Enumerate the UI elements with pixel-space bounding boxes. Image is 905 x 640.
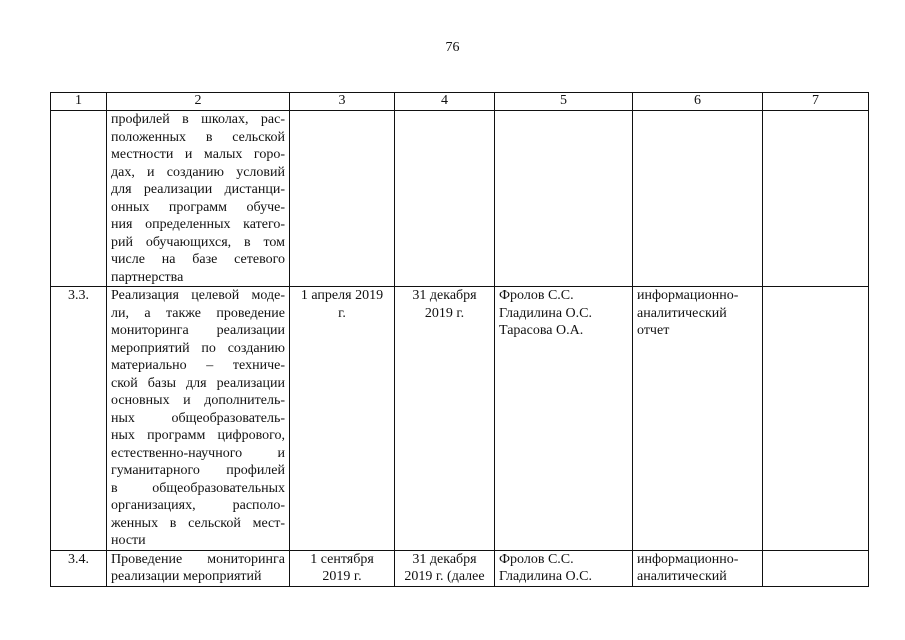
cell-line: информационно- (637, 288, 739, 303)
cell-line: аналитический (637, 569, 727, 584)
cell-line: г. (338, 305, 346, 321)
header-col-6: 6 (633, 93, 763, 111)
cell-line: 1 апреля 2019 (300, 288, 384, 303)
note (763, 287, 869, 551)
cell-line: основных и дополнитель- (111, 393, 285, 408)
cell-line: реализации мероприятий (111, 569, 262, 584)
cell-line: отчет (637, 323, 670, 338)
cell-line: ли, а также проведение (111, 305, 285, 321)
header-col-7: 7 (763, 93, 869, 111)
note (763, 111, 869, 287)
cell-line: положенных в сельской (111, 129, 285, 145)
header-col-4: 4 (395, 93, 495, 111)
start-date (290, 550, 395, 586)
item-description (107, 550, 290, 586)
cell-line: Гладилина О.С. (499, 305, 592, 321)
cell-line: ния определенных катего- (111, 217, 285, 232)
cell-line: в общеобразовательных (111, 480, 285, 496)
cell-line: информационно- (637, 551, 739, 567)
cell-line: Реализация целевой моде- (111, 288, 285, 303)
cell-line: партнерства (111, 269, 184, 285)
cell-line: Проведение мониторинга (111, 551, 285, 567)
cell-line: организациях, располо- (111, 498, 285, 513)
cell-line: 2019 г. (далее (404, 569, 485, 584)
cell-line: онных программ обуче- (111, 199, 285, 215)
header-row (51, 93, 869, 111)
cell-line: мероприятий по созданию (111, 340, 285, 356)
cell-line: Тарасова О.А. (499, 323, 584, 338)
header-col-5: 5 (495, 93, 633, 111)
cell-line: аналитический (637, 305, 727, 321)
cell-line: 2019 г. (424, 305, 465, 321)
cell-line: профилей в школах, рас- (111, 112, 285, 127)
end-date (395, 287, 495, 551)
cell-line: естественно-научного и (111, 445, 285, 461)
item-number: 3.4. (51, 550, 107, 586)
table-row (51, 550, 869, 586)
cell-line: дах, и созданию условий (111, 164, 285, 180)
cell-line: 2019 г. (322, 569, 362, 584)
header-col-2: 2 (107, 93, 290, 111)
cell-line: ской базы для реализации (111, 375, 285, 391)
result-type (633, 111, 763, 287)
cell-line: местности и малых горо- (111, 147, 285, 162)
cell-line: материально – техниче- (111, 358, 285, 373)
start-date (290, 287, 395, 551)
cell-line: 31 декабря (412, 551, 477, 567)
header-col-3: 3 (290, 93, 395, 111)
item-number: 3.3. (51, 287, 107, 551)
cell-line: ности (111, 533, 146, 548)
result-type (633, 550, 763, 586)
header-col-1: 1 (51, 93, 107, 111)
cell-line: ных общеобразователь- (111, 410, 285, 426)
item-number (51, 111, 107, 287)
cell-line: ных программ цифрового, (111, 428, 285, 443)
item-description (107, 111, 290, 287)
cell-line: женных в сельской мест- (111, 515, 285, 531)
item-description (107, 287, 290, 551)
plan-table (50, 92, 869, 587)
cell-line: для реализации дистанци- (111, 182, 285, 197)
cell-line: 31 декабря (412, 288, 477, 303)
cell-line: мониторинга реализации (111, 323, 285, 338)
table-row (51, 287, 869, 551)
note (763, 550, 869, 586)
cell-line: числе на базе сетевого (111, 252, 285, 267)
start-date (290, 111, 395, 287)
responsible-persons (495, 111, 633, 287)
responsible-persons (495, 287, 633, 551)
result-type (633, 287, 763, 551)
end-date (395, 550, 495, 586)
cell-line: гуманитарного профилей (111, 463, 285, 478)
table-row (51, 111, 869, 287)
cell-line: Гладилина О.С. (499, 569, 592, 584)
cell-line: рий обучающихся, в том (111, 234, 285, 250)
responsible-persons (495, 550, 633, 586)
cell-line: Фролов С.С. (499, 551, 574, 567)
cell-line: 1 сентября (310, 551, 374, 567)
page-number: 76 (445, 40, 460, 55)
cell-line: Фролов С.С. (499, 288, 574, 303)
end-date (395, 111, 495, 287)
